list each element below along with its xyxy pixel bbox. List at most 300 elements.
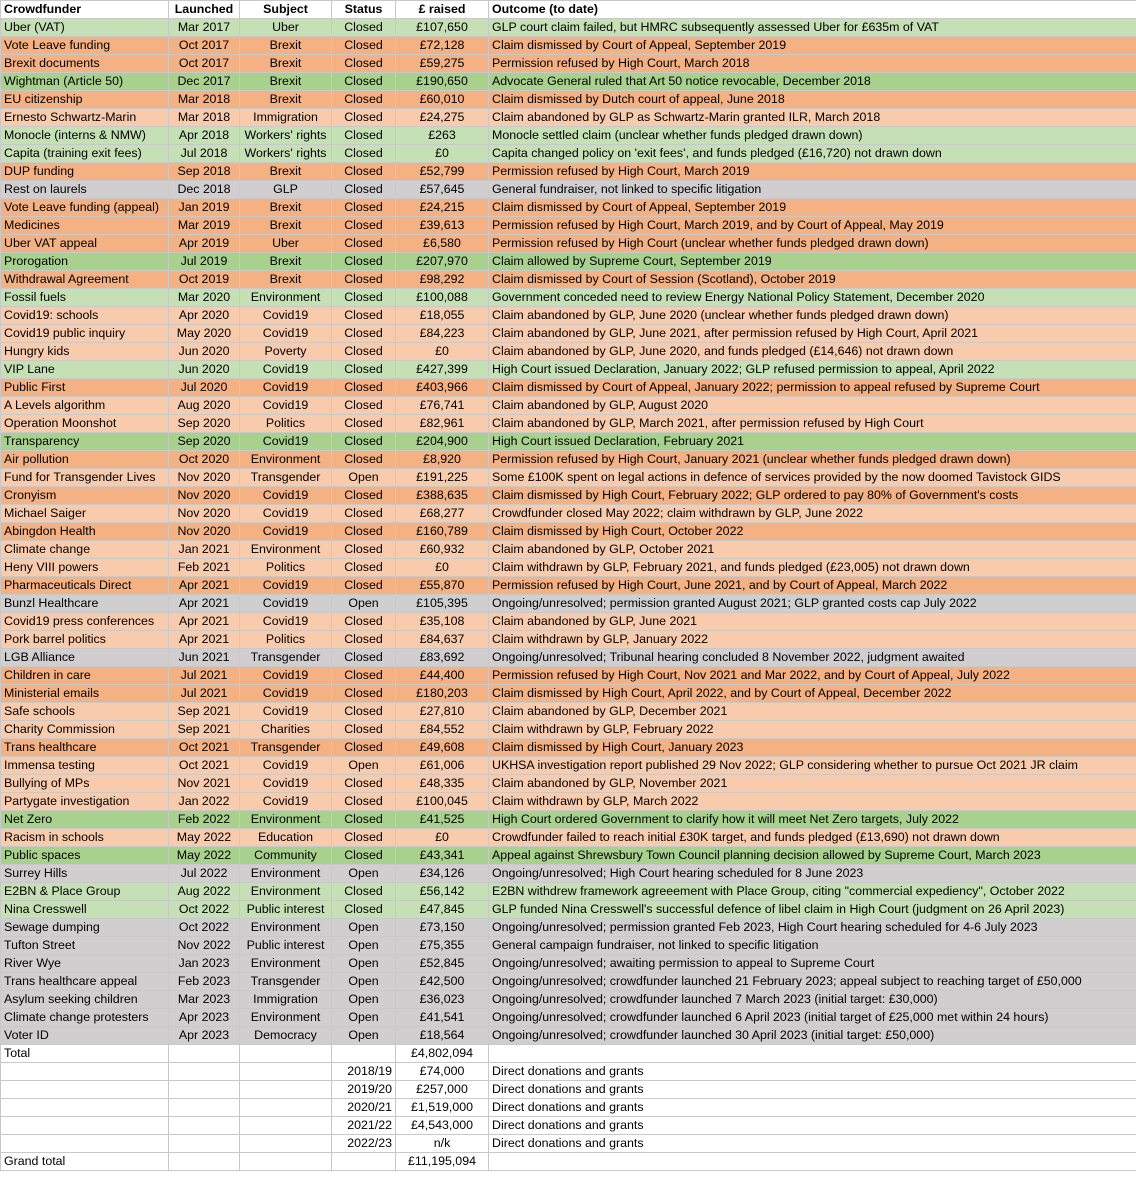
crowdfunder-cell[interactable]: DUP funding <box>1 163 169 181</box>
raised-cell[interactable]: £73,150 <box>396 919 489 937</box>
subject-cell[interactable]: Democracy <box>240 1027 332 1045</box>
subject-cell[interactable]: Brexit <box>240 37 332 55</box>
outcome-cell[interactable]: Claim withdrawn by GLP, February 2021, and funds pledged (£23,005) not drawn down <box>489 559 1136 577</box>
raised-cell[interactable]: £55,870 <box>396 577 489 595</box>
launched-cell[interactable]: Apr 2019 <box>169 235 240 253</box>
col-header-raised[interactable]: £ raised <box>396 1 489 19</box>
status-cell[interactable]: Open <box>332 865 396 883</box>
donation-year-cell[interactable]: 2021/22 <box>332 1117 396 1135</box>
launched-cell[interactable]: Oct 2021 <box>169 757 240 775</box>
outcome-cell[interactable]: Crowdfunder failed to reach initial £30K target, and funds pledged (£13,690) not drawn down <box>489 829 1136 847</box>
empty-cell[interactable] <box>240 1153 332 1171</box>
outcome-cell[interactable]: Claim abandoned by GLP as Schwartz-Marin granted ILR, March 2018 <box>489 109 1136 127</box>
crowdfunder-cell[interactable]: EU citizenship <box>1 91 169 109</box>
launched-cell[interactable]: Sep 2021 <box>169 703 240 721</box>
status-cell[interactable]: Closed <box>332 415 396 433</box>
outcome-cell[interactable]: Ongoing/unresolved; crowdfunder launched 21 February 2023; appeal subject to reaching target of £50,000 <box>489 973 1136 991</box>
outcome-cell[interactable]: Claim withdrawn by GLP, January 2022 <box>489 631 1136 649</box>
raised-cell[interactable]: £24,275 <box>396 109 489 127</box>
subject-cell[interactable]: GLP <box>240 181 332 199</box>
subject-cell[interactable]: Covid19 <box>240 757 332 775</box>
status-cell[interactable]: Closed <box>332 217 396 235</box>
crowdfunder-cell[interactable]: E2BN & Place Group <box>1 883 169 901</box>
empty-cell[interactable] <box>1 1081 169 1099</box>
subject-cell[interactable]: Brexit <box>240 217 332 235</box>
outcome-cell[interactable]: Ongoing/unresolved; Tribunal hearing concluded 8 November 2022, judgment awaited <box>489 649 1136 667</box>
outcome-cell[interactable]: Ongoing/unresolved; crowdfunder launched 6 April 2023 (initial target of £25,000 met within 24 hours) <box>489 1009 1136 1027</box>
empty-cell[interactable] <box>1 1099 169 1117</box>
launched-cell[interactable]: Sep 2018 <box>169 163 240 181</box>
donation-amount-cell[interactable]: £74,000 <box>396 1063 489 1081</box>
status-cell[interactable]: Closed <box>332 397 396 415</box>
status-cell[interactable]: Closed <box>332 379 396 397</box>
subject-cell[interactable]: Brexit <box>240 73 332 91</box>
crowdfunder-cell[interactable]: Operation Moonshot <box>1 415 169 433</box>
crowdfunder-cell[interactable]: Uber VAT appeal <box>1 235 169 253</box>
outcome-cell[interactable]: Claim abandoned by GLP, March 2021, after permission refused by High Court <box>489 415 1136 433</box>
subject-cell[interactable]: Public interest <box>240 937 332 955</box>
subject-cell[interactable]: Brexit <box>240 199 332 217</box>
status-cell[interactable]: Closed <box>332 667 396 685</box>
crowdfunder-cell[interactable]: LGB Alliance <box>1 649 169 667</box>
subject-cell[interactable]: Covid19 <box>240 685 332 703</box>
raised-cell[interactable]: £36,023 <box>396 991 489 1009</box>
outcome-cell[interactable]: Government conceded need to review Energy National Policy Statement, December 2020 <box>489 289 1136 307</box>
col-header-outcome[interactable]: Outcome (to date) <box>489 1 1136 19</box>
raised-cell[interactable]: £52,845 <box>396 955 489 973</box>
outcome-cell[interactable]: Permission refused by High Court, March 2019, and by Court of Appeal, May 2019 <box>489 217 1136 235</box>
subject-cell[interactable]: Education <box>240 829 332 847</box>
raised-cell[interactable]: £207,970 <box>396 253 489 271</box>
raised-cell[interactable]: £100,088 <box>396 289 489 307</box>
crowdfunder-cell[interactable]: Fossil fuels <box>1 289 169 307</box>
launched-cell[interactable]: Jul 2020 <box>169 379 240 397</box>
subject-cell[interactable]: Covid19 <box>240 433 332 451</box>
status-cell[interactable]: Closed <box>332 649 396 667</box>
launched-cell[interactable]: Apr 2018 <box>169 127 240 145</box>
raised-cell[interactable]: £84,637 <box>396 631 489 649</box>
crowdfunder-cell[interactable]: Vote Leave funding (appeal) <box>1 199 169 217</box>
crowdfunder-cell[interactable]: Charity Commission <box>1 721 169 739</box>
subject-cell[interactable]: Uber <box>240 235 332 253</box>
crowdfunder-cell[interactable]: Abingdon Health <box>1 523 169 541</box>
donation-desc-cell[interactable]: Direct donations and grants <box>489 1063 1136 1081</box>
crowdfunder-cell[interactable]: Trans healthcare appeal <box>1 973 169 991</box>
crowdfunder-cell[interactable]: Nina Cresswell <box>1 901 169 919</box>
raised-cell[interactable]: £8,920 <box>396 451 489 469</box>
donation-amount-cell[interactable]: £4,543,000 <box>396 1117 489 1135</box>
crowdfunder-cell[interactable]: Climate change <box>1 541 169 559</box>
subject-cell[interactable]: Covid19 <box>240 595 332 613</box>
status-cell[interactable]: Closed <box>332 325 396 343</box>
outcome-cell[interactable]: Permission refused by High Court, March 2018 <box>489 55 1136 73</box>
raised-cell[interactable]: £190,650 <box>396 73 489 91</box>
crowdfunder-cell[interactable]: Cronyism <box>1 487 169 505</box>
status-cell[interactable]: Closed <box>332 577 396 595</box>
subject-cell[interactable]: Workers' rights <box>240 127 332 145</box>
status-cell[interactable]: Closed <box>332 127 396 145</box>
empty-cell[interactable] <box>240 1117 332 1135</box>
empty-cell[interactable] <box>489 1045 1136 1063</box>
raised-cell[interactable]: £35,108 <box>396 613 489 631</box>
crowdfunder-cell[interactable]: Fund for Transgender Lives <box>1 469 169 487</box>
launched-cell[interactable]: Jan 2022 <box>169 793 240 811</box>
outcome-cell[interactable]: E2BN withdrew framework agreeement with Place Group, citing "commercial expediency", October 2022 <box>489 883 1136 901</box>
empty-cell[interactable] <box>240 1081 332 1099</box>
crowdfunder-cell[interactable]: Partygate investigation <box>1 793 169 811</box>
crowdfunder-cell[interactable]: VIP Lane <box>1 361 169 379</box>
status-cell[interactable]: Closed <box>332 163 396 181</box>
raised-cell[interactable]: £18,055 <box>396 307 489 325</box>
empty-cell[interactable] <box>332 1045 396 1063</box>
outcome-cell[interactable]: Claim allowed by Supreme Court, September 2019 <box>489 253 1136 271</box>
raised-cell[interactable]: £72,128 <box>396 37 489 55</box>
subject-cell[interactable]: Politics <box>240 559 332 577</box>
status-cell[interactable]: Closed <box>332 505 396 523</box>
launched-cell[interactable]: Oct 2019 <box>169 271 240 289</box>
outcome-cell[interactable]: Claim dismissed by Court of Appeal, January 2022; permission to appeal refused by Supreme Court <box>489 379 1136 397</box>
crowdfunder-cell[interactable]: Children in care <box>1 667 169 685</box>
crowdfunder-cell[interactable]: Ministerial emails <box>1 685 169 703</box>
total-raised[interactable]: £4,802,094 <box>396 1045 489 1063</box>
outcome-cell[interactable]: Claim abandoned by GLP, October 2021 <box>489 541 1136 559</box>
subject-cell[interactable]: Transgender <box>240 739 332 757</box>
status-cell[interactable]: Closed <box>332 793 396 811</box>
crowdfunder-cell[interactable]: Uber (VAT) <box>1 19 169 37</box>
raised-cell[interactable]: £60,932 <box>396 541 489 559</box>
launched-cell[interactable]: Nov 2020 <box>169 523 240 541</box>
raised-cell[interactable]: £34,126 <box>396 865 489 883</box>
launched-cell[interactable]: Mar 2023 <box>169 991 240 1009</box>
status-cell[interactable]: Closed <box>332 487 396 505</box>
subject-cell[interactable]: Covid19 <box>240 793 332 811</box>
crowdfunder-cell[interactable]: Pork barrel politics <box>1 631 169 649</box>
launched-cell[interactable]: Jul 2022 <box>169 865 240 883</box>
col-header-crowdfunder[interactable]: Crowdfunder <box>1 1 169 19</box>
donation-year-cell[interactable]: 2018/19 <box>332 1063 396 1081</box>
crowdfunder-cell[interactable]: Covid19: schools <box>1 307 169 325</box>
grand-total-raised[interactable]: £11,195,094 <box>396 1153 489 1171</box>
outcome-cell[interactable]: Some £100K spent on legal actions in defence of services provided by the now doomed Tavistock GIDS <box>489 469 1136 487</box>
outcome-cell[interactable]: Claim dismissed by High Court, April 2022, and by Court of Appeal, December 2022 <box>489 685 1136 703</box>
launched-cell[interactable]: Nov 2021 <box>169 775 240 793</box>
subject-cell[interactable]: Environment <box>240 919 332 937</box>
crowdfunder-cell[interactable]: Voter ID <box>1 1027 169 1045</box>
raised-cell[interactable]: £191,225 <box>396 469 489 487</box>
outcome-cell[interactable]: Claim abandoned by GLP, December 2021 <box>489 703 1136 721</box>
subject-cell[interactable]: Covid19 <box>240 379 332 397</box>
status-cell[interactable]: Closed <box>332 847 396 865</box>
raised-cell[interactable]: £47,845 <box>396 901 489 919</box>
outcome-cell[interactable]: UKHSA investigation report published 29 Nov 2022; GLP considering whether to pursue Oct 2021 JR claim <box>489 757 1136 775</box>
launched-cell[interactable]: Oct 2020 <box>169 451 240 469</box>
empty-cell[interactable] <box>332 1153 396 1171</box>
status-cell[interactable]: Closed <box>332 613 396 631</box>
crowdfunder-cell[interactable]: Covid19 public inquiry <box>1 325 169 343</box>
launched-cell[interactable]: Jun 2020 <box>169 343 240 361</box>
crowdfunder-cell[interactable]: Trans healthcare <box>1 739 169 757</box>
launched-cell[interactable]: Jun 2021 <box>169 649 240 667</box>
subject-cell[interactable]: Politics <box>240 631 332 649</box>
empty-cell[interactable] <box>169 1135 240 1153</box>
raised-cell[interactable]: £52,799 <box>396 163 489 181</box>
status-cell[interactable]: Closed <box>332 703 396 721</box>
raised-cell[interactable]: £60,010 <box>396 91 489 109</box>
donation-desc-cell[interactable]: Direct donations and grants <box>489 1099 1136 1117</box>
outcome-cell[interactable]: Claim abandoned by GLP, June 2020 (unclear whether funds pledged drawn down) <box>489 307 1136 325</box>
launched-cell[interactable]: Oct 2021 <box>169 739 240 757</box>
subject-cell[interactable]: Covid19 <box>240 667 332 685</box>
outcome-cell[interactable]: Claim abandoned by GLP, June 2021, after permission refused by High Court, April 2021 <box>489 325 1136 343</box>
crowdfunder-cell[interactable]: Vote Leave funding <box>1 37 169 55</box>
raised-cell[interactable]: £84,223 <box>396 325 489 343</box>
outcome-cell[interactable]: Ongoing/unresolved; High Court hearing scheduled for 8 June 2023 <box>489 865 1136 883</box>
empty-cell[interactable] <box>1 1135 169 1153</box>
raised-cell[interactable]: £41,525 <box>396 811 489 829</box>
subject-cell[interactable]: Environment <box>240 289 332 307</box>
launched-cell[interactable]: Jul 2018 <box>169 145 240 163</box>
launched-cell[interactable]: Sep 2021 <box>169 721 240 739</box>
status-cell[interactable]: Closed <box>332 901 396 919</box>
status-cell[interactable]: Closed <box>332 775 396 793</box>
empty-cell[interactable] <box>240 1063 332 1081</box>
crowdfunder-cell[interactable]: A Levels algorithm <box>1 397 169 415</box>
launched-cell[interactable]: May 2022 <box>169 829 240 847</box>
raised-cell[interactable]: £68,277 <box>396 505 489 523</box>
subject-cell[interactable]: Covid19 <box>240 397 332 415</box>
launched-cell[interactable]: Nov 2020 <box>169 505 240 523</box>
subject-cell[interactable]: Covid19 <box>240 325 332 343</box>
outcome-cell[interactable]: Claim dismissed by Dutch court of appeal, June 2018 <box>489 91 1136 109</box>
subject-cell[interactable]: Immigration <box>240 991 332 1009</box>
grand-total-label[interactable]: Grand total <box>1 1153 169 1171</box>
subject-cell[interactable]: Brexit <box>240 91 332 109</box>
raised-cell[interactable]: £83,692 <box>396 649 489 667</box>
subject-cell[interactable]: Covid19 <box>240 577 332 595</box>
status-cell[interactable]: Closed <box>332 631 396 649</box>
raised-cell[interactable]: £41,541 <box>396 1009 489 1027</box>
launched-cell[interactable]: Jul 2021 <box>169 667 240 685</box>
raised-cell[interactable]: £98,292 <box>396 271 489 289</box>
raised-cell[interactable]: £100,045 <box>396 793 489 811</box>
empty-cell[interactable] <box>169 1045 240 1063</box>
outcome-cell[interactable]: Capita changed policy on 'exit fees', and funds pledged (£16,720) not drawn down <box>489 145 1136 163</box>
status-cell[interactable]: Closed <box>332 181 396 199</box>
status-cell[interactable]: Closed <box>332 37 396 55</box>
subject-cell[interactable]: Environment <box>240 1009 332 1027</box>
subject-cell[interactable]: Covid19 <box>240 361 332 379</box>
empty-cell[interactable] <box>169 1063 240 1081</box>
raised-cell[interactable]: £263 <box>396 127 489 145</box>
outcome-cell[interactable]: Claim dismissed by High Court, February 2022; GLP ordered to pay 80% of Government's costs <box>489 487 1136 505</box>
donation-desc-cell[interactable]: Direct donations and grants <box>489 1135 1136 1153</box>
empty-cell[interactable] <box>1 1063 169 1081</box>
subject-cell[interactable]: Environment <box>240 883 332 901</box>
subject-cell[interactable]: Public interest <box>240 901 332 919</box>
empty-cell[interactable] <box>169 1081 240 1099</box>
empty-cell[interactable] <box>240 1135 332 1153</box>
donation-amount-cell[interactable]: n/k <box>396 1135 489 1153</box>
empty-cell[interactable] <box>240 1099 332 1117</box>
status-cell[interactable]: Open <box>332 1009 396 1027</box>
launched-cell[interactable]: Sep 2020 <box>169 433 240 451</box>
outcome-cell[interactable]: Permission refused by High Court, Nov 2021 and Mar 2022, and by Court of Appeal, July 2022 <box>489 667 1136 685</box>
launched-cell[interactable]: Apr 2021 <box>169 595 240 613</box>
status-cell[interactable]: Closed <box>332 541 396 559</box>
launched-cell[interactable]: Jan 2021 <box>169 541 240 559</box>
status-cell[interactable]: Open <box>332 955 396 973</box>
launched-cell[interactable]: Apr 2020 <box>169 307 240 325</box>
outcome-cell[interactable]: Permission refused by High Court, January 2021 (unclear whether funds pledged drawn down) <box>489 451 1136 469</box>
outcome-cell[interactable]: Claim dismissed by Court of Appeal, September 2019 <box>489 37 1136 55</box>
crowdfunder-cell[interactable]: Heny VIII powers <box>1 559 169 577</box>
outcome-cell[interactable]: Ongoing/unresolved; permission granted August 2021; GLP granted costs cap July 2022 <box>489 595 1136 613</box>
raised-cell[interactable]: £49,608 <box>396 739 489 757</box>
outcome-cell[interactable]: Claim abandoned by GLP, November 2021 <box>489 775 1136 793</box>
raised-cell[interactable]: £82,961 <box>396 415 489 433</box>
launched-cell[interactable]: Jul 2019 <box>169 253 240 271</box>
launched-cell[interactable]: Nov 2020 <box>169 487 240 505</box>
total-label[interactable]: Total <box>1 1045 169 1063</box>
status-cell[interactable]: Closed <box>332 289 396 307</box>
raised-cell[interactable]: £75,355 <box>396 937 489 955</box>
crowdfunder-cell[interactable]: Capita (training exit fees) <box>1 145 169 163</box>
raised-cell[interactable]: £388,635 <box>396 487 489 505</box>
raised-cell[interactable]: £105,395 <box>396 595 489 613</box>
crowdfunder-cell[interactable]: Sewage dumping <box>1 919 169 937</box>
launched-cell[interactable]: Feb 2022 <box>169 811 240 829</box>
crowdfunder-cell[interactable]: River Wye <box>1 955 169 973</box>
outcome-cell[interactable]: Permission refused by High Court, March 2019 <box>489 163 1136 181</box>
status-cell[interactable]: Open <box>332 1027 396 1045</box>
outcome-cell[interactable]: GLP funded Nina Cresswell's successful defence of libel claim in High Court (judgment on 26 April 2023) <box>489 901 1136 919</box>
launched-cell[interactable]: Aug 2020 <box>169 397 240 415</box>
subject-cell[interactable]: Covid19 <box>240 487 332 505</box>
crowdfunder-cell[interactable]: Immensa testing <box>1 757 169 775</box>
donation-desc-cell[interactable]: Direct donations and grants <box>489 1081 1136 1099</box>
crowdfunder-cell[interactable]: Public First <box>1 379 169 397</box>
launched-cell[interactable]: Sep 2020 <box>169 415 240 433</box>
status-cell[interactable]: Closed <box>332 199 396 217</box>
subject-cell[interactable]: Uber <box>240 19 332 37</box>
status-cell[interactable]: Closed <box>332 235 396 253</box>
raised-cell[interactable]: £18,564 <box>396 1027 489 1045</box>
status-cell[interactable]: Closed <box>332 883 396 901</box>
launched-cell[interactable]: Jun 2020 <box>169 361 240 379</box>
outcome-cell[interactable]: Claim abandoned by GLP, August 2020 <box>489 397 1136 415</box>
crowdfunder-cell[interactable]: Prorogation <box>1 253 169 271</box>
launched-cell[interactable]: Mar 2020 <box>169 289 240 307</box>
outcome-cell[interactable]: Claim dismissed by Court of Session (Scotland), October 2019 <box>489 271 1136 289</box>
subject-cell[interactable]: Immigration <box>240 109 332 127</box>
outcome-cell[interactable]: High Court issued Declaration, February 2021 <box>489 433 1136 451</box>
crowdfunder-cell[interactable]: Medicines <box>1 217 169 235</box>
subject-cell[interactable]: Brexit <box>240 271 332 289</box>
launched-cell[interactable]: Apr 2021 <box>169 577 240 595</box>
launched-cell[interactable]: Nov 2020 <box>169 469 240 487</box>
donation-year-cell[interactable]: 2019/20 <box>332 1081 396 1099</box>
donation-year-cell[interactable]: 2020/21 <box>332 1099 396 1117</box>
launched-cell[interactable]: Oct 2022 <box>169 901 240 919</box>
subject-cell[interactable]: Transgender <box>240 973 332 991</box>
crowdfunder-cell[interactable]: Bunzl Healthcare <box>1 595 169 613</box>
raised-cell[interactable]: £204,900 <box>396 433 489 451</box>
crowdfunder-cell[interactable]: Hungry kids <box>1 343 169 361</box>
status-cell[interactable]: Closed <box>332 451 396 469</box>
status-cell[interactable]: Closed <box>332 19 396 37</box>
subject-cell[interactable]: Politics <box>240 415 332 433</box>
status-cell[interactable]: Closed <box>332 109 396 127</box>
raised-cell[interactable]: £59,275 <box>396 55 489 73</box>
launched-cell[interactable]: Apr 2021 <box>169 631 240 649</box>
crowdfunder-cell[interactable]: Surrey Hills <box>1 865 169 883</box>
raised-cell[interactable]: £48,335 <box>396 775 489 793</box>
status-cell[interactable]: Closed <box>332 523 396 541</box>
status-cell[interactable]: Open <box>332 469 396 487</box>
crowdfunder-cell[interactable]: Public spaces <box>1 847 169 865</box>
raised-cell[interactable]: £160,789 <box>396 523 489 541</box>
subject-cell[interactable]: Covid19 <box>240 523 332 541</box>
status-cell[interactable]: Closed <box>332 73 396 91</box>
launched-cell[interactable]: Jul 2021 <box>169 685 240 703</box>
outcome-cell[interactable]: Permission refused by High Court, June 2021, and by Court of Appeal, March 2022 <box>489 577 1136 595</box>
status-cell[interactable]: Open <box>332 595 396 613</box>
raised-cell[interactable]: £0 <box>396 829 489 847</box>
crowdfunder-cell[interactable]: Brexit documents <box>1 55 169 73</box>
col-header-subject[interactable]: Subject <box>240 1 332 19</box>
raised-cell[interactable]: £6,580 <box>396 235 489 253</box>
raised-cell[interactable]: £403,966 <box>396 379 489 397</box>
empty-cell[interactable] <box>169 1153 240 1171</box>
status-cell[interactable]: Open <box>332 757 396 775</box>
status-cell[interactable]: Closed <box>332 811 396 829</box>
outcome-cell[interactable]: Claim abandoned by GLP, June 2020, and funds pledged (£14,646) not drawn down <box>489 343 1136 361</box>
col-header-launched[interactable]: Launched <box>169 1 240 19</box>
crowdfunder-cell[interactable]: Covid19 press conferences <box>1 613 169 631</box>
status-cell[interactable]: Closed <box>332 55 396 73</box>
crowdfunder-cell[interactable]: Transparency <box>1 433 169 451</box>
status-cell[interactable]: Open <box>332 973 396 991</box>
launched-cell[interactable]: Mar 2018 <box>169 109 240 127</box>
outcome-cell[interactable]: Permission refused by High Court (unclear whether funds pledged drawn down) <box>489 235 1136 253</box>
subject-cell[interactable]: Covid19 <box>240 613 332 631</box>
crowdfunder-cell[interactable]: Withdrawal Agreement <box>1 271 169 289</box>
outcome-cell[interactable]: Claim abandoned by GLP, June 2021 <box>489 613 1136 631</box>
donation-desc-cell[interactable]: Direct donations and grants <box>489 1117 1136 1135</box>
crowdfunder-cell[interactable]: Monocle (interns & NMW) <box>1 127 169 145</box>
launched-cell[interactable]: Oct 2017 <box>169 55 240 73</box>
donation-amount-cell[interactable]: £1,519,000 <box>396 1099 489 1117</box>
launched-cell[interactable]: Jan 2023 <box>169 955 240 973</box>
status-cell[interactable]: Closed <box>332 253 396 271</box>
status-cell[interactable]: Closed <box>332 829 396 847</box>
outcome-cell[interactable]: Appeal against Shrewsbury Town Council planning decision allowed by Supreme Court, March 2023 <box>489 847 1136 865</box>
subject-cell[interactable]: Covid19 <box>240 703 332 721</box>
launched-cell[interactable]: Jan 2019 <box>169 199 240 217</box>
launched-cell[interactable]: Aug 2022 <box>169 883 240 901</box>
subject-cell[interactable]: Environment <box>240 451 332 469</box>
outcome-cell[interactable]: Claim dismissed by Court of Appeal, September 2019 <box>489 199 1136 217</box>
subject-cell[interactable]: Transgender <box>240 649 332 667</box>
outcome-cell[interactable]: Ongoing/unresolved; crowdfunder launched 30 April 2023 (initial target: £50,000) <box>489 1027 1136 1045</box>
launched-cell[interactable]: May 2020 <box>169 325 240 343</box>
launched-cell[interactable]: Mar 2018 <box>169 91 240 109</box>
subject-cell[interactable]: Environment <box>240 865 332 883</box>
raised-cell[interactable]: £42,500 <box>396 973 489 991</box>
subject-cell[interactable]: Environment <box>240 955 332 973</box>
launched-cell[interactable]: Feb 2023 <box>169 973 240 991</box>
status-cell[interactable]: Closed <box>332 433 396 451</box>
